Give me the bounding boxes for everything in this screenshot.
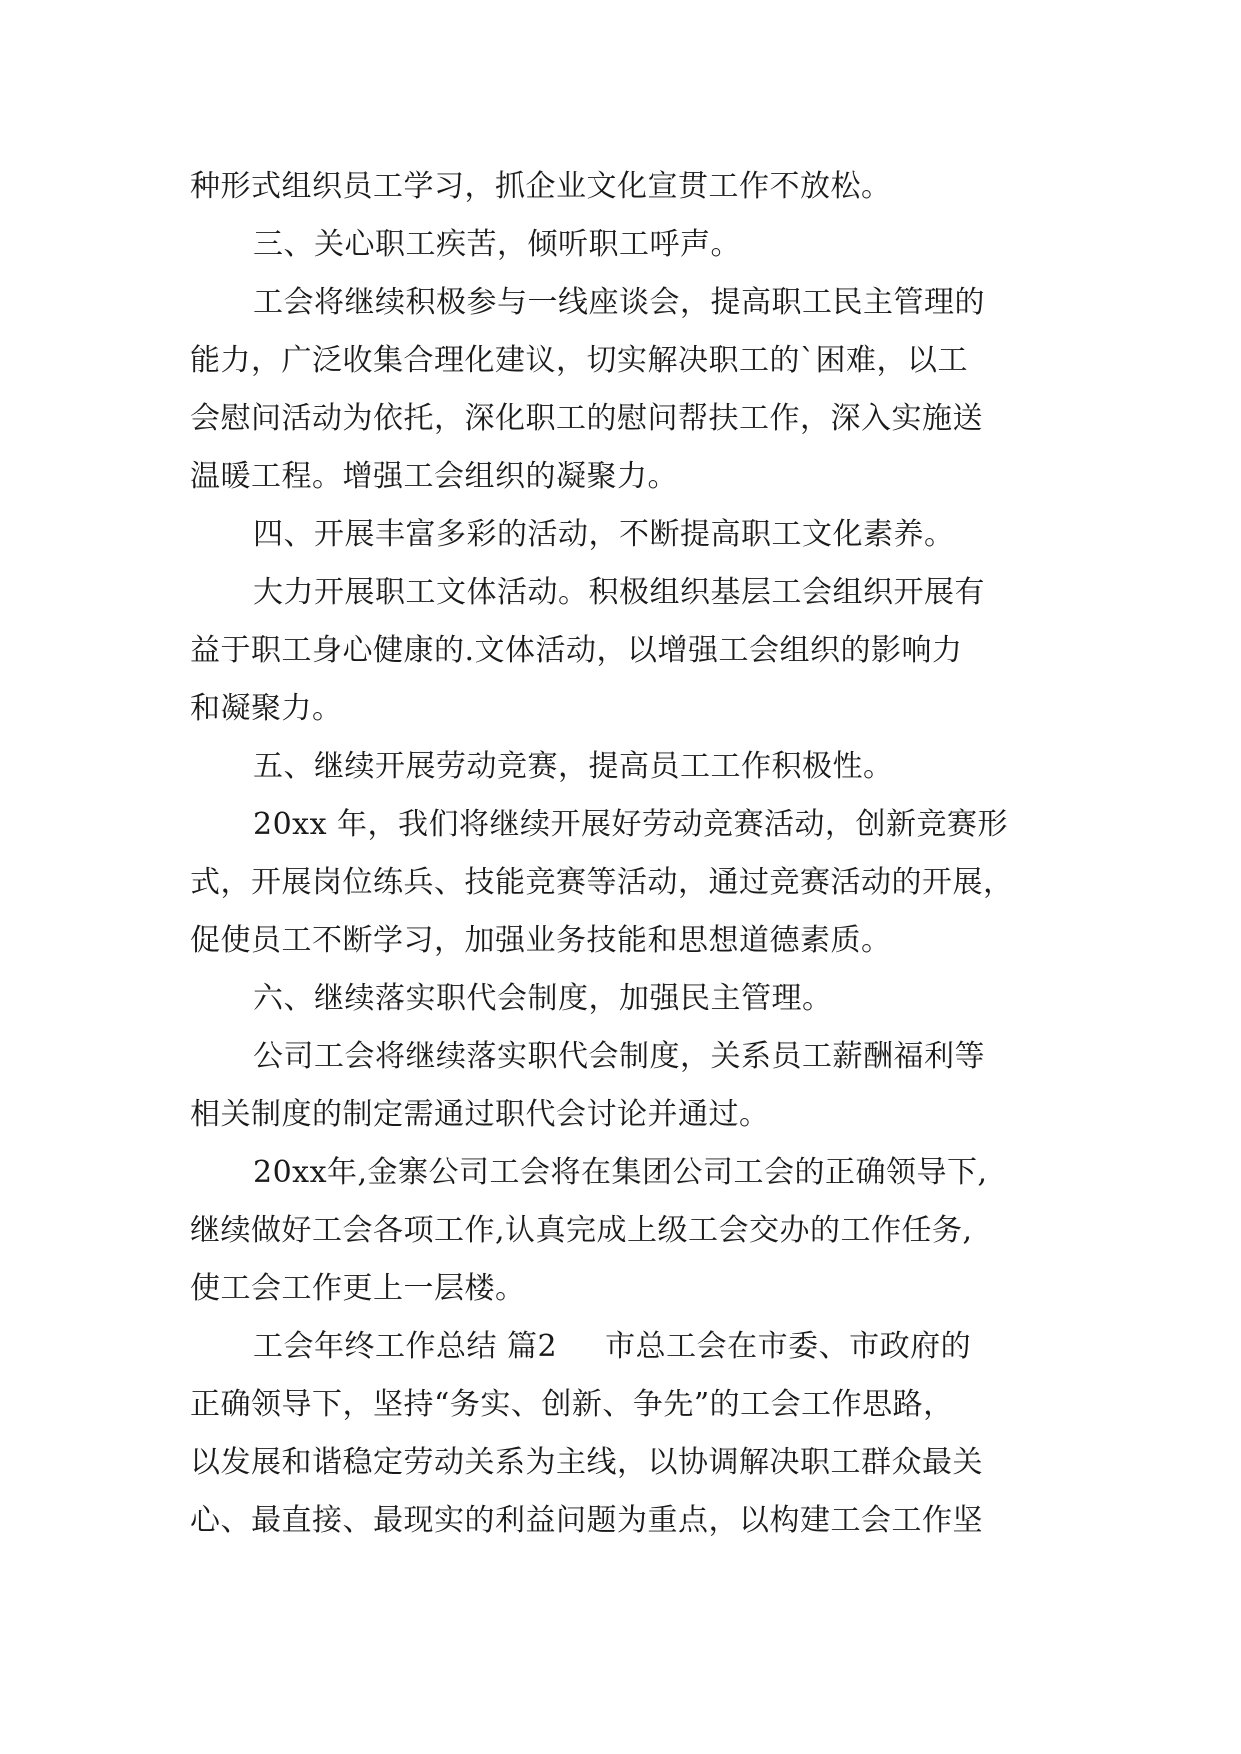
section-heading-line: 五、继续开展劳动竞赛，提高员工工作积极性。 bbox=[253, 749, 894, 784]
paragraph-line: 益于职工身心健康的.文体活动，以增强工会组织的影响力 bbox=[190, 633, 963, 668]
paragraph-line: 和凝聚力。 bbox=[190, 691, 343, 726]
paragraph-line: 相关制度的制定需通过职代会讨论并通过。 bbox=[190, 1097, 770, 1132]
article-heading: 工会年终工作总结 篇2 bbox=[253, 1329, 558, 1364]
paragraph-line: 工会将继续积极参与一线座谈会，提高职工民主管理的 bbox=[253, 285, 985, 320]
paragraph-line: 20xx 年，我们将继续开展好劳动竞赛活动，创新竞赛形 bbox=[253, 807, 1009, 842]
paragraph-line: 能力，广泛收集合理化建议，切实解决职工的`困难，以工 bbox=[190, 343, 968, 378]
paragraph-line: 继续做好工会各项工作,认真完成上级工会交办的工作任务, bbox=[190, 1213, 973, 1248]
section-heading-line: 六、继续落实职代会制度，加强民主管理。 bbox=[253, 981, 833, 1016]
document-body bbox=[190, 158, 1050, 1550]
paragraph-line: 以发展和谐稳定劳动关系为主线，以协调解决职工群众最关 bbox=[190, 1445, 983, 1480]
paragraph-line: 种形式组织员工学习，抓企业文化宣贯工作不放松。 bbox=[190, 169, 892, 204]
paragraph-line: 促使员工不断学习，加强业务技能和思想道德素质。 bbox=[190, 923, 892, 958]
paragraph-line: 式，开展岗位练兵、技能竞赛等活动，通过竞赛活动的开展， bbox=[190, 865, 1014, 900]
paragraph-line: 公司工会将继续落实职代会制度，关系员工薪酬福利等 bbox=[253, 1039, 985, 1074]
paragraph-line: 正确领导下，坚持“务实、创新、争先”的工会工作思路， bbox=[190, 1387, 954, 1422]
article-heading-line bbox=[190, 1318, 1050, 1376]
paragraph-line: 使工会工作更上一层楼。 bbox=[190, 1271, 526, 1306]
paragraph-line: 大力开展职工文体活动。积极组织基层工会组织开展有 bbox=[253, 575, 985, 610]
paragraph-line: 温暖工程。增强工会组织的凝聚力。 bbox=[190, 459, 678, 494]
paragraph-text: 市总工会在市委、市政府的 bbox=[605, 1329, 972, 1364]
paragraph-line: 20xx年,金寨公司工会将在集团公司工会的正确领导下, bbox=[253, 1155, 988, 1190]
paragraph-line: 心、最直接、最现实的利益问题为重点，以构建工会工作坚 bbox=[190, 1503, 983, 1538]
paragraph-line: 会慰问活动为依托，深化职工的慰问帮扶工作，深入实施送 bbox=[190, 401, 983, 436]
section-heading-line: 四、开展丰富多彩的活动，不断提高职工文化素养。 bbox=[253, 517, 955, 552]
section-heading-line: 三、关心职工疾苦，倾听职工呼声。 bbox=[253, 227, 741, 262]
